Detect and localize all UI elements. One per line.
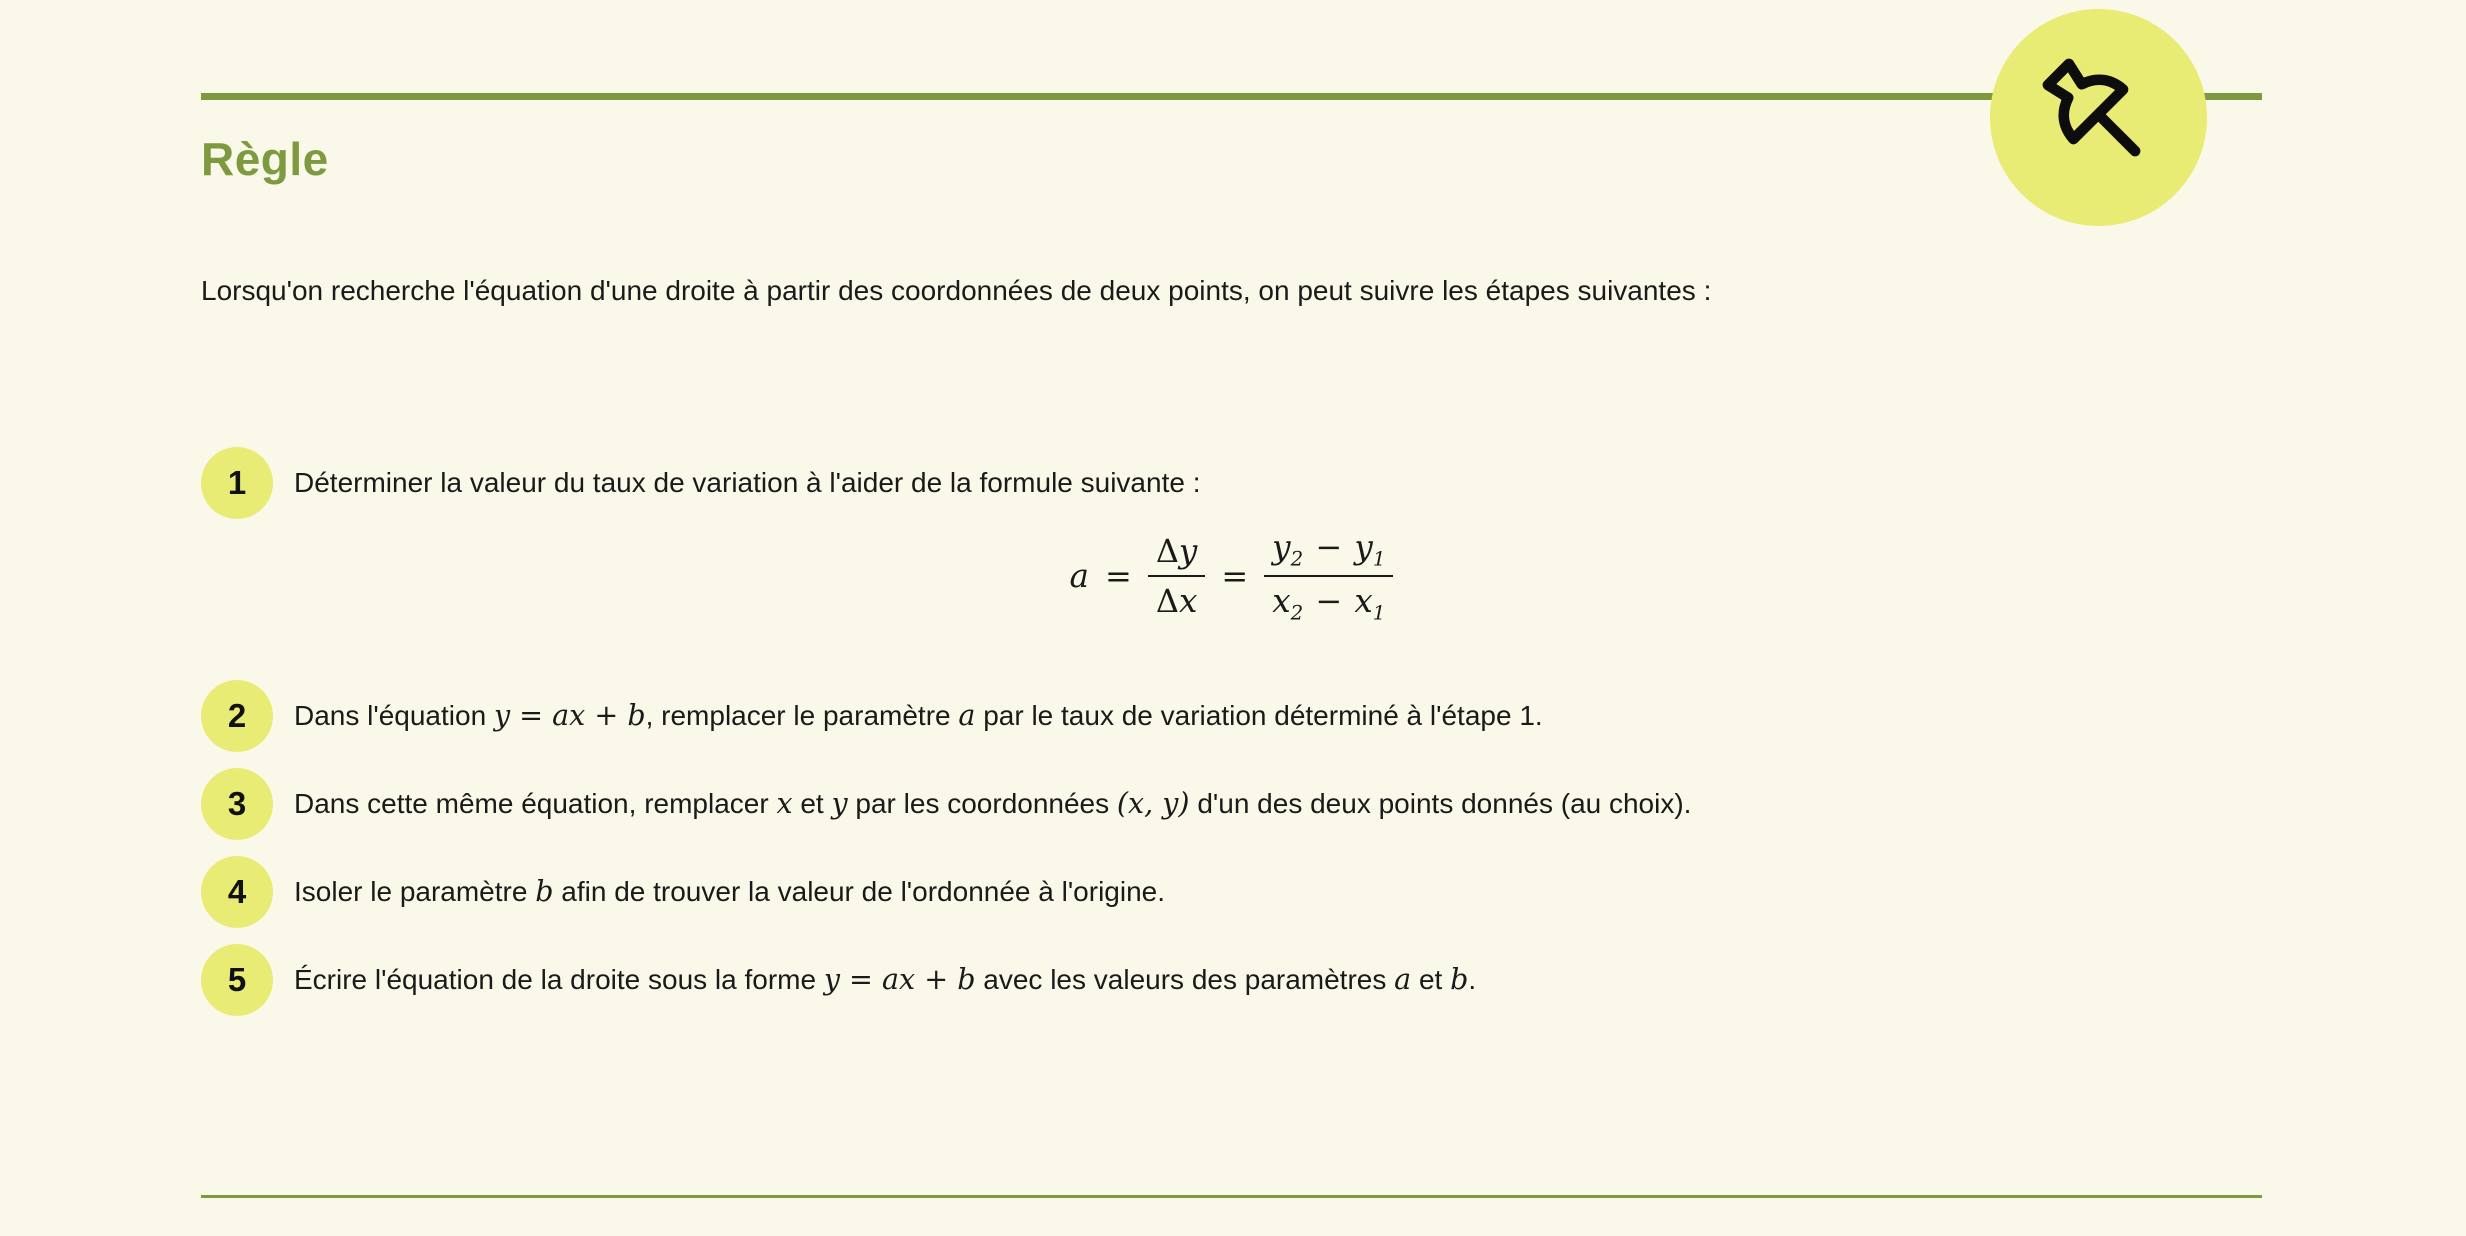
- pushpin-icon: [2031, 47, 2167, 188]
- page-title: Règle: [201, 133, 329, 185]
- step-text: Isoler le paramètre b afin de trouver la valeur de l'ordonnée à l'origine.: [294, 874, 1166, 909]
- step-number-badge: 3: [201, 768, 273, 840]
- equals-sign: =: [1221, 557, 1249, 596]
- step-item-1: [201, 447, 2301, 519]
- step-number-badge: 1: [201, 447, 273, 519]
- step-number-badge: 2: [201, 680, 273, 752]
- intro-text: Lorsqu'on recherche l'équation d'une droite à partir des coordonnées de deux points, on peut suivre les étapes suivantes :: [201, 275, 1712, 306]
- step-item-2: [201, 680, 2301, 752]
- step-text: Déterminer la valeur du taux de variation à l'aider de la formule suivante :: [294, 466, 1201, 498]
- top-divider: [201, 93, 2262, 100]
- step-item-3: [201, 768, 2301, 840]
- step-number-badge: 4: [201, 856, 273, 928]
- fraction-coordinates: $\frac{y_2 - y_1}{x_2 - x_1}$: [1264, 528, 1393, 625]
- step-text: Dans cette même équation, remplacer x et y par les coordonnées (x, y) d'un des deux points donnés (au choix).: [294, 786, 1692, 821]
- step-item-4: [201, 856, 2301, 928]
- fraction-delta: $\frac{\Delta y}{\Delta x}$: [1148, 532, 1206, 620]
- slope-formula: [201, 528, 2262, 625]
- step-text: Écrire l'équation de la droite sous la forme y = ax + b avec les valeurs des paramètres a et b.: [294, 962, 1477, 997]
- step-number-badge: 5: [201, 944, 273, 1016]
- pin-circle-badge: [1990, 9, 2207, 226]
- bottom-divider: [201, 1195, 2262, 1198]
- var-a: a: [1069, 557, 1089, 596]
- step-text: Dans l'équation y = ax + b, remplacer le paramètre a par le taux de variation déterminé à l'étape 1.: [294, 698, 1543, 733]
- equals-sign: =: [1105, 557, 1132, 596]
- step-item-5: [201, 944, 2301, 1016]
